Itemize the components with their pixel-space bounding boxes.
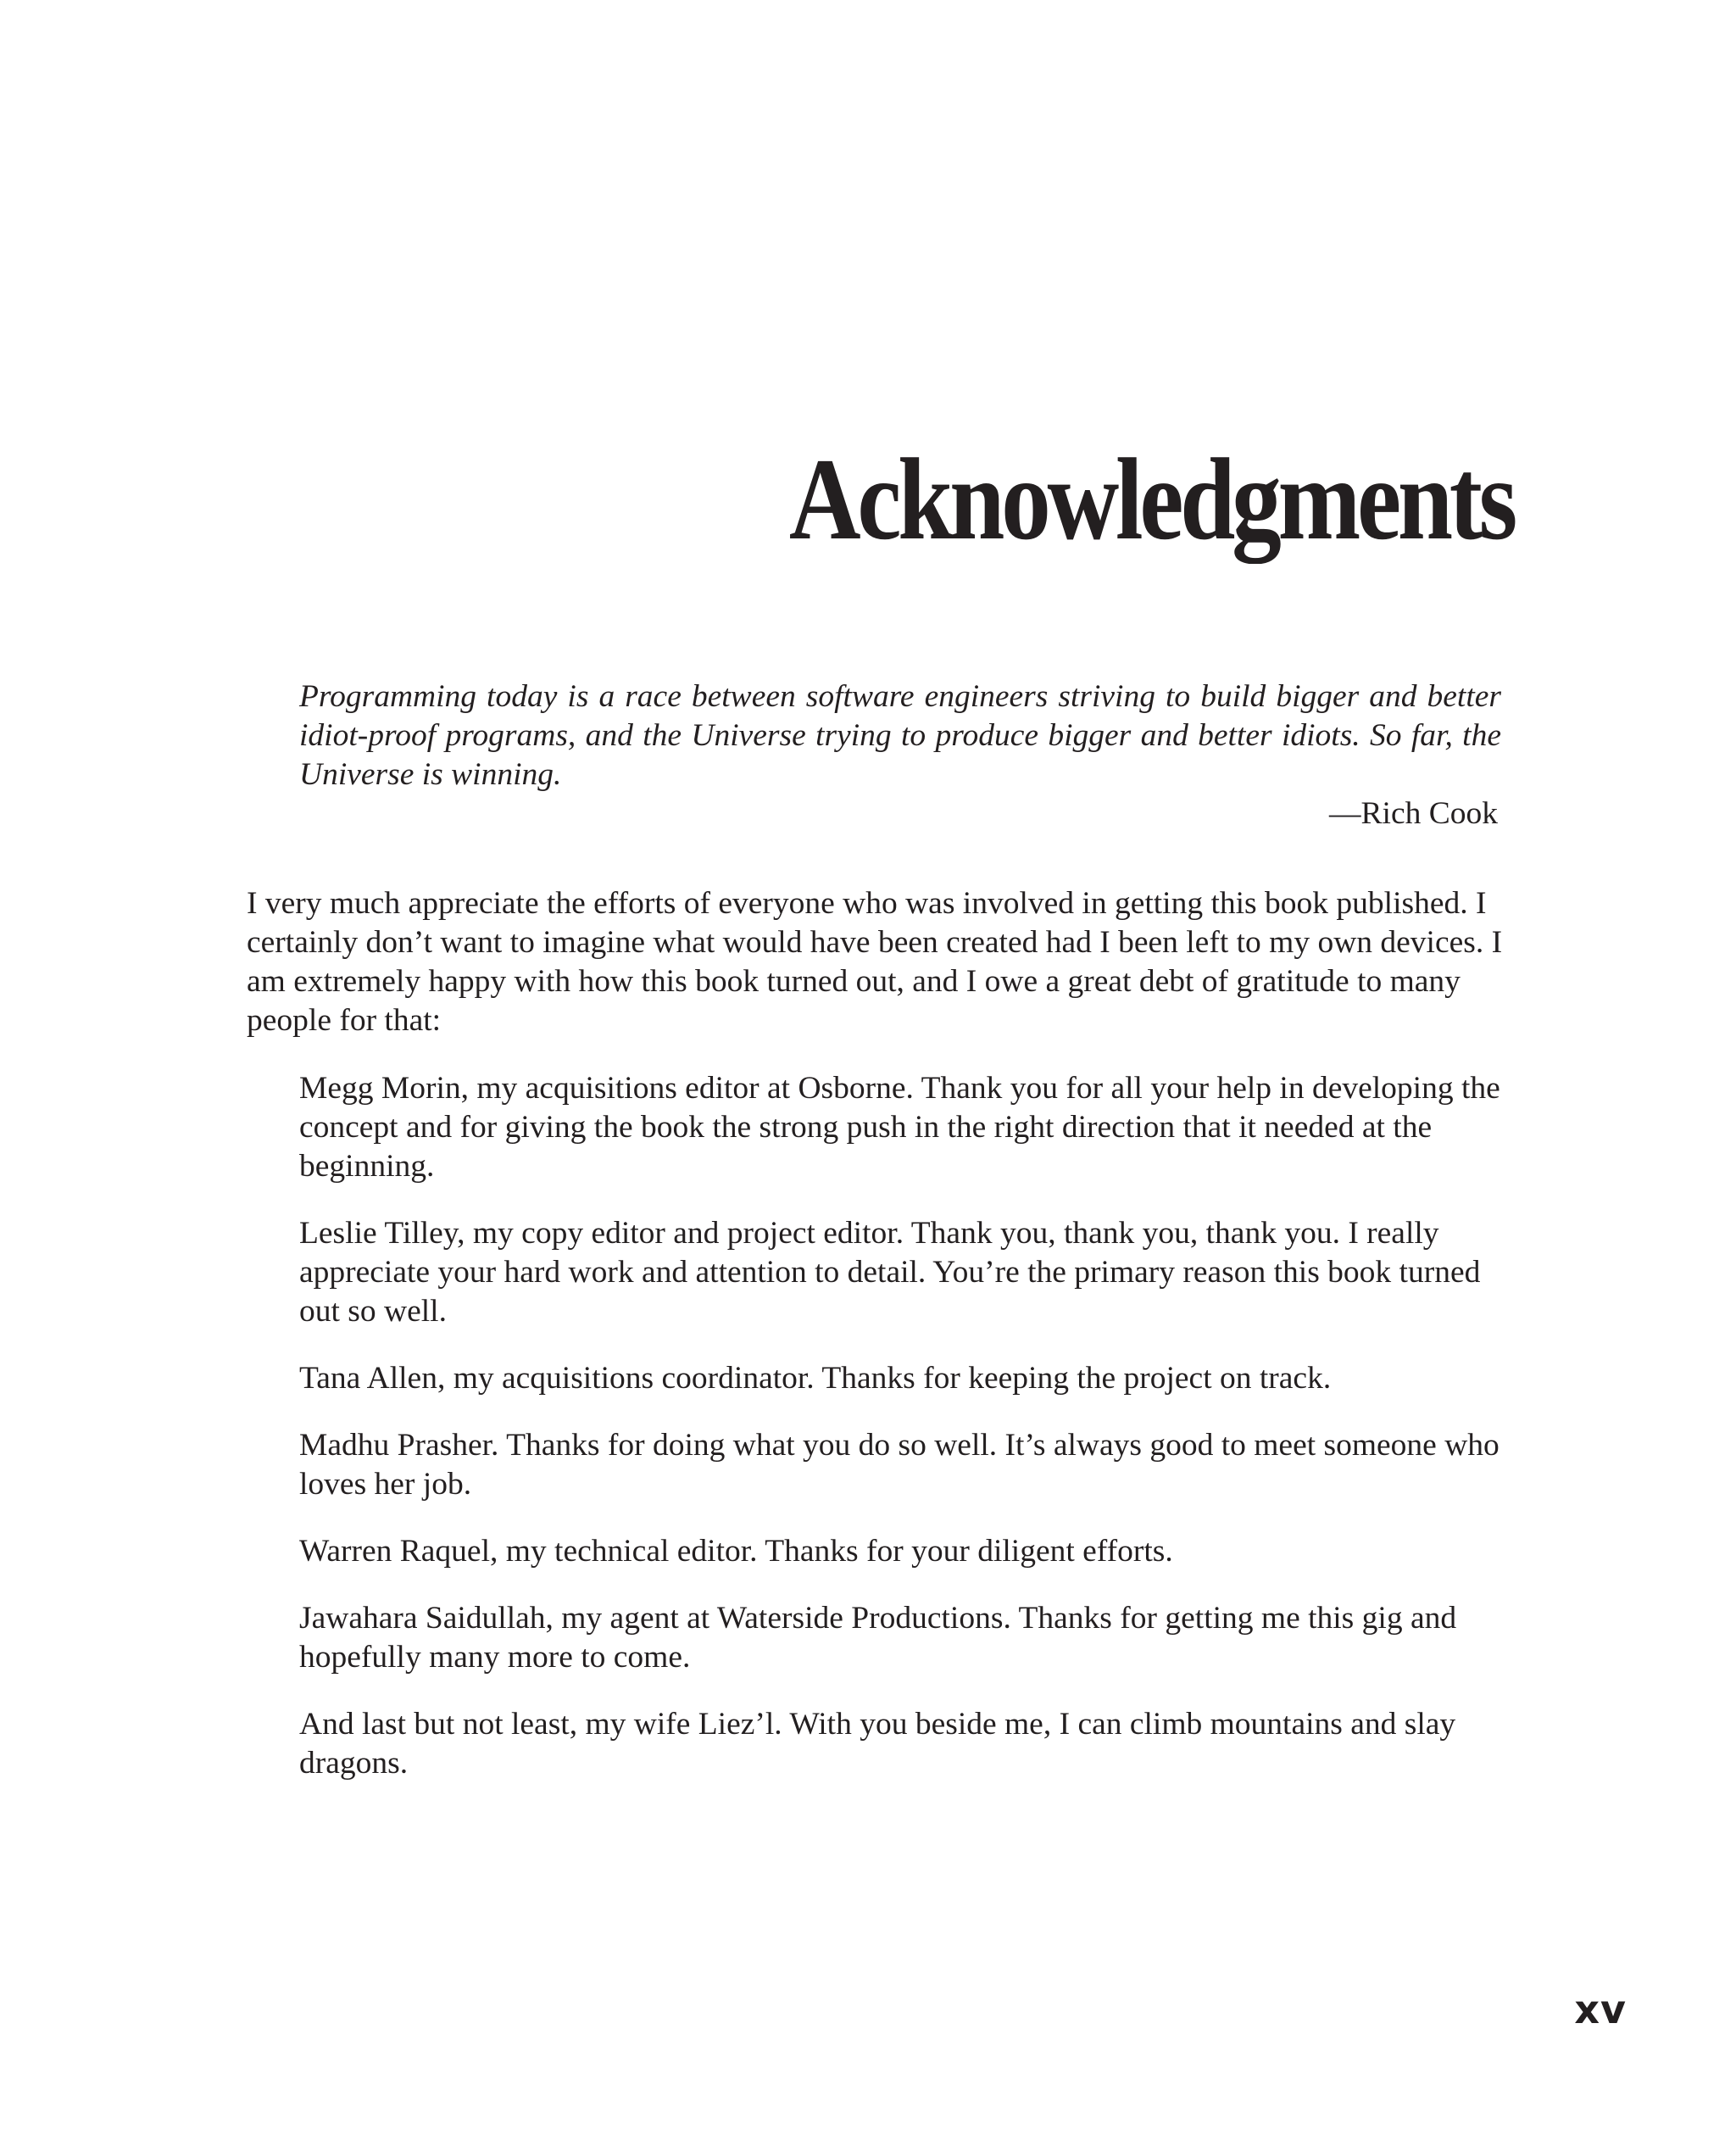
thanks-item-jawahara-saidullah: Jawahara Saidullah, my agent at Waterside Productions. Thanks for getting me this gig and hopefully many more to come. (299, 1601, 1457, 1675)
epigraph (299, 677, 1501, 833)
page-title: Acknowledgments (788, 434, 1514, 564)
page-number: xv (1574, 1987, 1627, 2032)
thanks-item-megg-morin: Megg Morin, my acquisitions editor at Osborne. Thank you for all your help in developing the concept and for giving the book the strong push in the right direction that it needed at the beginning. (299, 1071, 1500, 1184)
epigraph-attribution: —Rich Cook (1329, 796, 1498, 831)
thanks-item-tana-allen: Tana Allen, my acquisitions coordinator. Thanks for keeping the project on track. (299, 1361, 1332, 1396)
thanks-list (299, 1069, 1511, 1811)
epigraph-quote: Programming today is a race between software engineers striving to build bigger and better idiot-proof programs, and the Universe trying to produce bigger and better idiots. So far, the Universe is winning. (299, 679, 1501, 792)
intro-paragraph: I very much appreciate the efforts of everyone who was involved in getting this book published. I certainly don’t want to imagine what would have been created had I been left to my own devices. I am extremely happy with how this book turned out, and I owe a great debt of gratitude to many people for that: (247, 886, 1503, 1038)
thanks-item-warren-raquel: Warren Raquel, my technical editor. Thanks for your diligent efforts. (299, 1534, 1173, 1569)
thanks-item-liezl: And last but not least, my wife Liez’l. With you beside me, I can climb mountains and slay dragons. (299, 1707, 1456, 1781)
thanks-item-leslie-tilley: Leslie Tilley, my copy editor and project editor. Thank you, thank you, thank you. I really appreciate your hard work and attention to detail. You’re the primary reason this book turned out so well. (299, 1216, 1481, 1329)
thanks-item-madhu-prasher: Madhu Prasher. Thanks for doing what you do so well. It’s always good to meet someone who loves her job. (299, 1428, 1500, 1502)
